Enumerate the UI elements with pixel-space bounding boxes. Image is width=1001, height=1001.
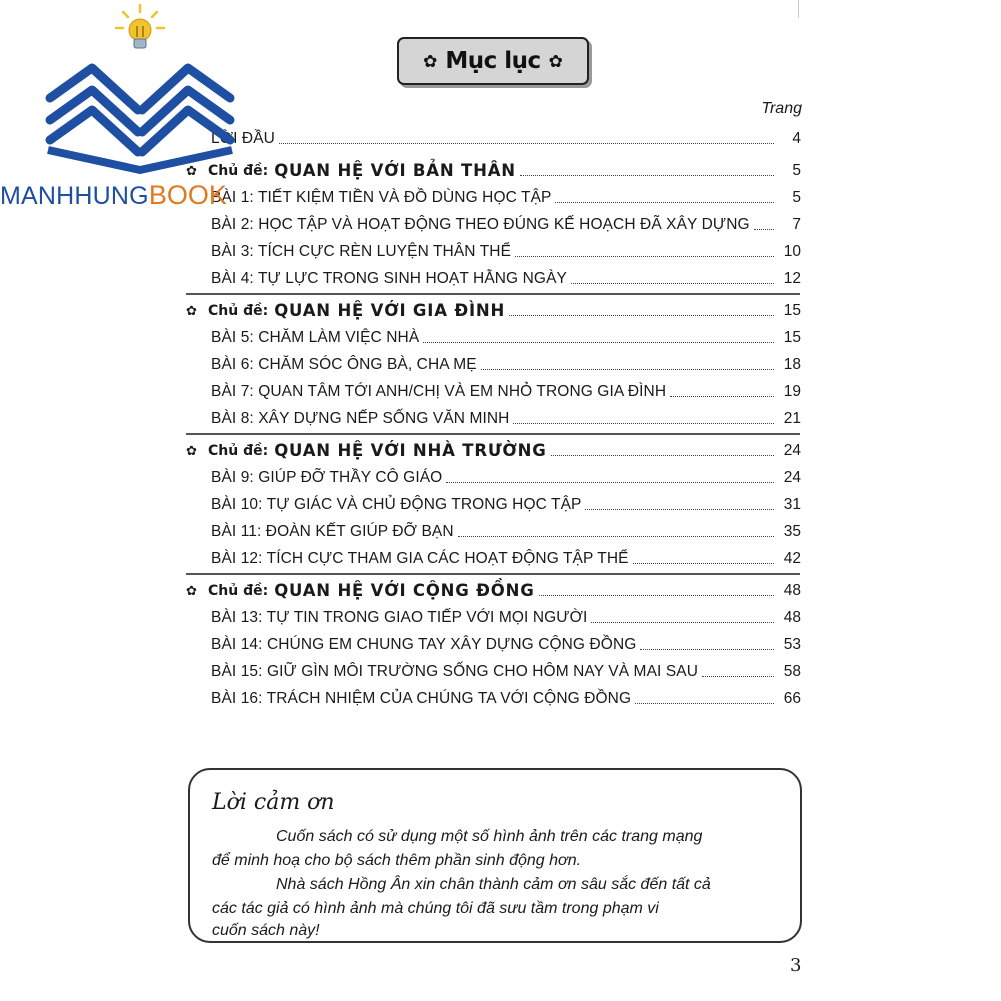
toc-page-number: 53	[783, 636, 801, 653]
toc-page-number: 24	[783, 442, 801, 459]
topic-name: QUAN HỆ VỚI BẢN THÂN	[274, 161, 516, 180]
dot-leader	[520, 175, 774, 176]
dot-leader	[279, 143, 774, 144]
toc-entry-label: BÀI 1: TIẾT KIỆM TIỀN VÀ ĐỒ DÙNG HỌC TẬP	[211, 189, 552, 206]
toc-page-number: 5	[792, 189, 801, 206]
topic-name: QUAN HỆ VỚI GIA ĐÌNH	[274, 301, 506, 320]
toc-page-number: 18	[783, 356, 801, 373]
toc-page-number: 15	[783, 302, 801, 319]
toc-title-box	[397, 37, 589, 85]
dot-leader	[539, 595, 774, 596]
topic-name: QUAN HỆ VỚI CỘNG ĐỒNG	[274, 581, 535, 600]
page-title: Mục lục	[445, 48, 541, 74]
dot-leader	[515, 256, 774, 257]
flower-icon: ✿	[186, 583, 197, 598]
page-number: 3	[790, 955, 802, 976]
topic-label	[208, 161, 516, 181]
dot-leader	[702, 676, 774, 677]
brand-name-part2: BOOK	[148, 180, 227, 210]
toc-entry-label: BÀI 10: TỰ GIÁC VÀ CHỦ ĐỘNG TRONG HỌC TẬP	[211, 496, 582, 513]
topic-prefix: Chủ đề:	[208, 163, 269, 179]
flower-icon: ✿	[423, 51, 438, 71]
dot-leader	[458, 536, 774, 537]
flower-icon: ✿	[186, 303, 197, 318]
topic-label	[208, 581, 535, 601]
toc-entry-label: BÀI 14: CHÚNG EM CHUNG TAY XÂY DỰNG CỘNG ĐỒNG	[211, 636, 637, 653]
toc-entry-label: BÀI 15: GIỮ GÌN MÔI TRƯỜNG SỐNG CHO HÔM NAY VÀ MAI SAU	[211, 663, 698, 680]
brand-name	[0, 180, 227, 211]
toc-lesson-row	[0, 462, 1001, 488]
dot-leader	[551, 455, 774, 456]
toc-lesson-row	[0, 403, 1001, 429]
dot-leader	[640, 649, 774, 650]
brand-watermark	[0, 0, 245, 210]
acknowledgement-title: Lời cảm ơn	[212, 790, 335, 815]
flower-icon: ✿	[186, 443, 197, 458]
toc-topic-row	[0, 435, 1001, 461]
toc-page-number: 48	[783, 582, 801, 599]
toc-entry-label: BÀI 11: ĐOÀN KẾT GIÚP ĐỠ BẠN	[211, 523, 454, 540]
toc-lesson-row	[0, 656, 1001, 682]
toc-page-number: 10	[783, 243, 801, 260]
toc-entry-label: BÀI 13: TỰ TIN TRONG GIAO TIẾP VỚI MỌI NGƯỜI	[211, 609, 588, 626]
toc-entry-label: BÀI 4: TỰ LỰC TRONG SINH HOẠT HẰNG NGÀY	[211, 270, 567, 287]
brand-name-part1: MANHHUNG	[0, 182, 149, 210]
toc-lesson-row	[0, 209, 1001, 235]
toc-page-number: 5	[792, 162, 801, 179]
dot-leader	[670, 396, 774, 397]
toc-lesson-row	[0, 683, 1001, 709]
toc-lesson-row	[0, 489, 1001, 515]
toc-lesson-row	[0, 516, 1001, 542]
toc-lesson-row	[0, 376, 1001, 402]
dot-leader	[555, 202, 774, 203]
toc-lesson-row	[0, 629, 1001, 655]
acknowledgement-line: Nhà sách Hồng Ân xin chân thành cảm ơn sâu sắc đến tất cả	[276, 876, 711, 893]
toc-page-number: 31	[783, 496, 801, 513]
topic-label	[208, 441, 547, 461]
toc-entry-label: BÀI 12: TÍCH CỰC THAM GIA CÁC HOẠT ĐỘNG TẬP THỂ	[211, 550, 629, 567]
dot-leader	[591, 622, 774, 623]
dot-leader	[481, 369, 774, 370]
flower-icon: ✿	[548, 51, 563, 71]
dot-leader	[585, 509, 774, 510]
acknowledgement-line: các tác giả có hình ảnh mà chúng tôi đã sưu tầm trong phạm vi	[212, 900, 659, 917]
toc-entry-label: LỜI ĐẦU	[211, 130, 275, 147]
dot-leader	[754, 229, 774, 230]
toc-lesson-row	[0, 322, 1001, 348]
dot-leader	[633, 563, 774, 564]
toc-page-number: 7	[792, 216, 801, 233]
toc-page-number: 24	[783, 469, 801, 486]
toc-topic-row	[0, 295, 1001, 321]
open-book-lightbulb-logo-icon	[0, 0, 245, 185]
dot-leader	[571, 283, 774, 284]
toc-page-number: 42	[783, 550, 801, 567]
toc-lesson-row	[0, 263, 1001, 289]
toc-entry-label: BÀI 9: GIÚP ĐỠ THẦY CÔ GIÁO	[211, 469, 443, 486]
toc-entry-label: BÀI 7: QUAN TÂM TỚI ANH/CHỊ VÀ EM NHỎ TRONG GIA ĐÌNH	[211, 383, 667, 400]
dot-leader	[423, 342, 774, 343]
flower-icon: ✿	[186, 163, 197, 178]
toc-lesson-row	[0, 349, 1001, 375]
toc-lesson-row	[0, 543, 1001, 569]
toc-page-number: 66	[783, 690, 801, 707]
topic-label	[208, 301, 505, 321]
acknowledgement-line: Cuốn sách có sử dụng một số hình ảnh trên các trang mạng	[276, 828, 703, 845]
dot-leader	[513, 423, 774, 424]
toc-entry-label: BÀI 8: XÂY DỰNG NẾP SỐNG VĂN MINH	[211, 410, 510, 427]
toc-page-number: 21	[783, 410, 801, 427]
toc-page-number: 58	[783, 663, 801, 680]
acknowledgement-box	[188, 768, 802, 943]
toc-entry-label: BÀI 3: TÍCH CỰC RÈN LUYỆN THÂN THỂ	[211, 243, 512, 260]
toc-page-number: 12	[783, 270, 801, 287]
toc-entry-label: BÀI 2: HỌC TẬP VÀ HOẠT ĐỘNG THEO ĐÚNG KẾ HOẠCH ĐÃ XÂY DỰNG	[211, 216, 750, 233]
dot-leader	[509, 315, 774, 316]
toc-page-number: 15	[783, 329, 801, 346]
toc-page-number: 35	[783, 523, 801, 540]
page-column-label: Trang	[761, 100, 802, 117]
dot-leader	[446, 482, 774, 483]
toc-topic-row	[0, 575, 1001, 601]
toc-page-number: 4	[792, 130, 801, 147]
topic-prefix: Chủ đề:	[208, 303, 269, 319]
toc-entry-label: BÀI 5: CHĂM LÀM VIỆC NHÀ	[211, 329, 420, 346]
topic-prefix: Chủ đề:	[208, 583, 269, 599]
toc-entry-label: BÀI 16: TRÁCH NHIỆM CỦA CHÚNG TA VỚI CỘNG ĐỒNG	[211, 690, 632, 707]
topic-prefix: Chủ đề:	[208, 443, 269, 459]
toc-page-number: 19	[783, 383, 801, 400]
topic-name: QUAN HỆ VỚI NHÀ TRƯỜNG	[274, 441, 547, 460]
page-edge-line	[798, 0, 799, 18]
toc-entry-label: BÀI 6: CHĂM SÓC ÔNG BÀ, CHA MẸ	[211, 356, 477, 373]
toc-lesson-row	[0, 602, 1001, 628]
dot-leader	[635, 703, 774, 704]
toc-page-number: 48	[783, 609, 801, 626]
toc-lesson-row	[0, 236, 1001, 262]
acknowledgement-line: để minh hoạ cho bộ sách thêm phần sinh động hơn.	[212, 852, 582, 869]
acknowledgement-line: cuốn sách này!	[212, 922, 320, 939]
